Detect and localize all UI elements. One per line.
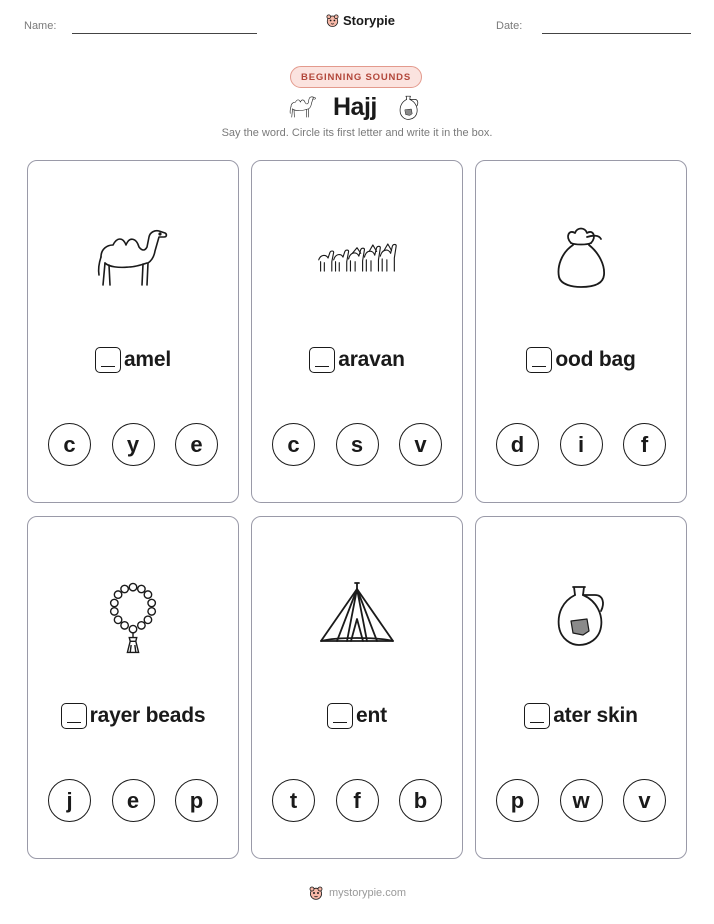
word-row xyxy=(252,703,462,729)
letter-choice[interactable]: j xyxy=(48,779,91,822)
letter-choice[interactable]: f xyxy=(336,779,379,822)
name-line[interactable] xyxy=(72,33,257,34)
brand-name: Storypie xyxy=(343,13,396,28)
word-card xyxy=(475,516,687,859)
word-ending: ood bag xyxy=(555,348,636,371)
answer-box[interactable] xyxy=(526,347,552,373)
letter-choice[interactable]: i xyxy=(560,423,603,466)
letter-choices xyxy=(496,779,666,822)
letter-choices xyxy=(48,423,218,466)
letter-choices xyxy=(272,423,442,466)
letter-choice[interactable]: e xyxy=(112,779,155,822)
name-label: Name: xyxy=(24,20,57,32)
word-row xyxy=(28,347,238,373)
letter-choice[interactable]: v xyxy=(623,779,666,822)
letter-choice[interactable]: e xyxy=(175,423,218,466)
footer-site[interactable]: mystorypie.com xyxy=(328,887,407,899)
caravan-icon xyxy=(315,239,399,277)
water-skin-icon xyxy=(551,579,611,649)
food-bag-icon xyxy=(551,223,611,293)
worksheet-title: Hajj xyxy=(333,93,377,121)
letter-choice[interactable]: s xyxy=(336,423,379,466)
letter-choice[interactable]: p xyxy=(175,779,218,822)
word-card xyxy=(475,160,687,503)
letter-choice[interactable]: c xyxy=(48,423,91,466)
letter-choices xyxy=(496,423,666,466)
prayer-beads-icon xyxy=(105,579,161,655)
footer xyxy=(0,885,714,901)
title-water-skin-icon xyxy=(397,93,421,121)
storypie-logo xyxy=(325,13,395,28)
word-card xyxy=(251,160,463,503)
instructions: Say the word. Circle its first letter and write it in the box. xyxy=(221,127,493,139)
word-ending: aravan xyxy=(338,348,405,371)
word-row xyxy=(28,703,238,729)
worksheet-badge: BEGINNING SOUNDS xyxy=(290,66,422,88)
letter-choice[interactable]: d xyxy=(496,423,539,466)
letter-choice[interactable]: b xyxy=(399,779,442,822)
tent-icon xyxy=(317,579,397,649)
word-card xyxy=(251,516,463,859)
answer-box[interactable] xyxy=(524,703,550,729)
letter-choice[interactable]: f xyxy=(623,423,666,466)
word-ending: ent xyxy=(356,704,387,727)
word-ending: rayer beads xyxy=(89,704,206,727)
answer-box[interactable] xyxy=(95,347,121,373)
title-camel-icon xyxy=(288,93,318,121)
word-row xyxy=(476,347,686,373)
answer-box[interactable] xyxy=(327,703,353,729)
word-ending: ater skin xyxy=(553,704,638,727)
letter-choice[interactable]: v xyxy=(399,423,442,466)
letter-choice[interactable]: w xyxy=(560,779,603,822)
word-card xyxy=(27,160,239,503)
storypie-mascot-icon xyxy=(325,13,340,28)
word-row xyxy=(252,347,462,373)
word-card xyxy=(27,516,239,859)
letter-choices xyxy=(272,779,442,822)
storypie-mascot-icon xyxy=(308,885,324,901)
word-row xyxy=(476,703,686,729)
letter-choice[interactable]: t xyxy=(272,779,315,822)
date-line[interactable] xyxy=(542,33,691,34)
answer-box[interactable] xyxy=(61,703,87,729)
camel-icon xyxy=(93,223,173,293)
letter-choice[interactable]: c xyxy=(272,423,315,466)
letter-choice[interactable]: p xyxy=(496,779,539,822)
answer-box[interactable] xyxy=(309,347,335,373)
letter-choices xyxy=(48,779,218,822)
date-label: Date: xyxy=(496,20,523,32)
word-ending: amel xyxy=(123,348,172,371)
letter-choice[interactable]: y xyxy=(112,423,155,466)
